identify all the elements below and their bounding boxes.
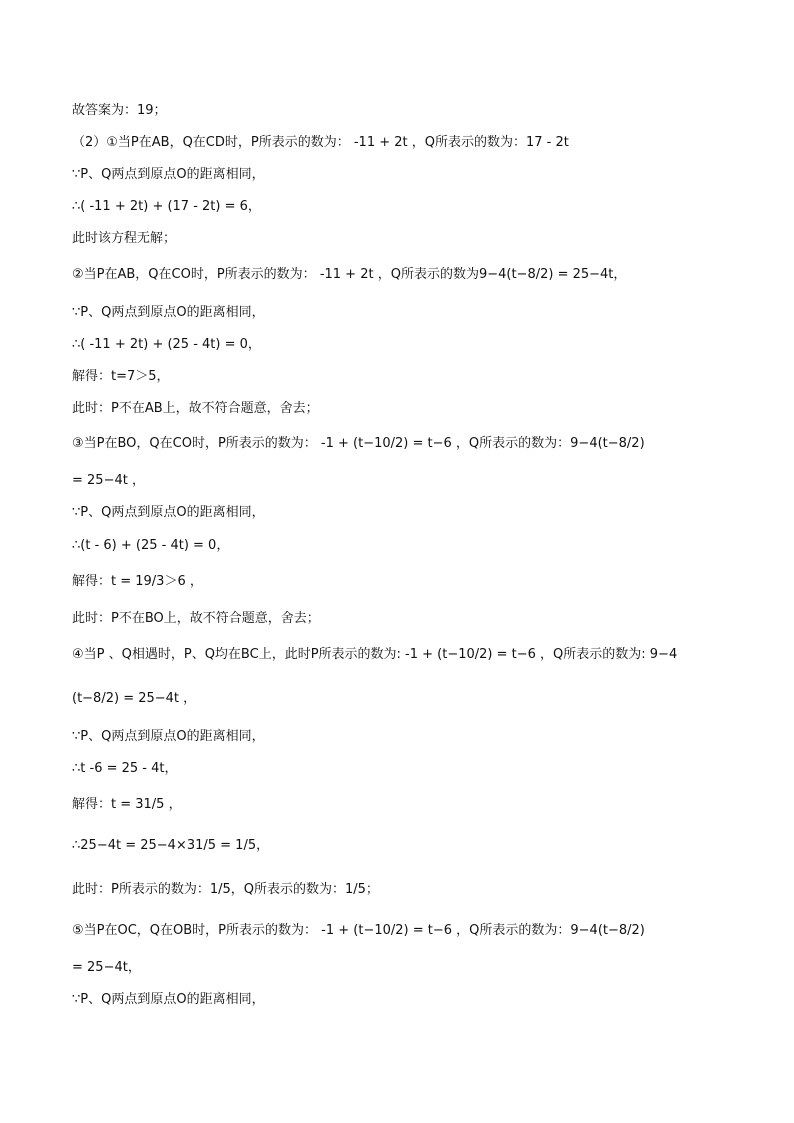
text-line: = 25−4t ，	[72, 473, 145, 488]
text-line: 此时：P不在AB上，故不符合题意，舍去；	[72, 401, 319, 416]
text-line: 故答案为：19；	[72, 103, 167, 118]
text-line: 解得：t = 31/5 ，	[72, 797, 182, 812]
text-line: ∴( -11 + 2t) + (17 - 2t) = 6，	[72, 199, 261, 214]
text-line: ∵P、Q两点到原点O的距离相同，	[72, 992, 265, 1007]
text-line: 此时：P所表示的数为：1/5，Q所表示的数为：1/5；	[72, 882, 379, 897]
text-line: 此时：P不在BO上，故不符合题意，舍去；	[72, 611, 320, 626]
text-line: ∴t -6 = 25 - 4t，	[72, 761, 178, 776]
text-line: ②当P在AB，Q在CO时，P所表示的数为： -11 + 2t ，Q所表示的数为9−4(t−8/2) = 25−4t，	[72, 267, 627, 282]
text-line: ∵P、Q两点到原点O的距离相同，	[72, 729, 265, 744]
text-line: ∴( -11 + 2t) + (25 - 4t) = 0，	[72, 337, 261, 352]
text-line: ③当P在BO，Q在CO时，P所表示的数为： -1 + (t−10/2) = t−6 ，Q所表示的数为：9−4(t−8/2)	[72, 436, 645, 451]
text-line: ⑤当P在OC，Q在OB时，P所表示的数为： -1 + (t−10/2) = t−6 ，Q所表示的数为：9−4(t−8/2)	[72, 923, 645, 938]
text-line: ∵P、Q两点到原点O的距离相同，	[72, 305, 265, 320]
text-line: ∴(t - 6) + (25 - 4t) = 0，	[72, 538, 230, 553]
text-line: 解得：t=7＞5，	[72, 369, 170, 384]
text-line: （2）①当P在AB，Q在CD时，P所表示的数为： -11 + 2t ，Q所表示的数为：17 - 2t	[72, 135, 569, 150]
text-line: = 25−4t，	[72, 960, 141, 975]
text-line: 解得：t = 19/3＞6 ，	[72, 574, 203, 589]
text-line: 此时该方程无解；	[72, 231, 177, 246]
text-line: (t−8/2) = 25−4t ，	[72, 691, 197, 706]
text-line: ④当P 、Q相遇时，P、Q均在BC上，此时P所表示的数为: -1 + (t−10/2) = t−6 ，Q所表示的数为: 9−4	[72, 647, 678, 662]
text-line: ∴25−4t = 25−4×31/5 = 1/5，	[72, 838, 270, 853]
text-line: ∵P、Q两点到原点O的距离相同，	[72, 167, 265, 182]
text-line: ∵P、Q两点到原点O的距离相同，	[72, 505, 265, 520]
